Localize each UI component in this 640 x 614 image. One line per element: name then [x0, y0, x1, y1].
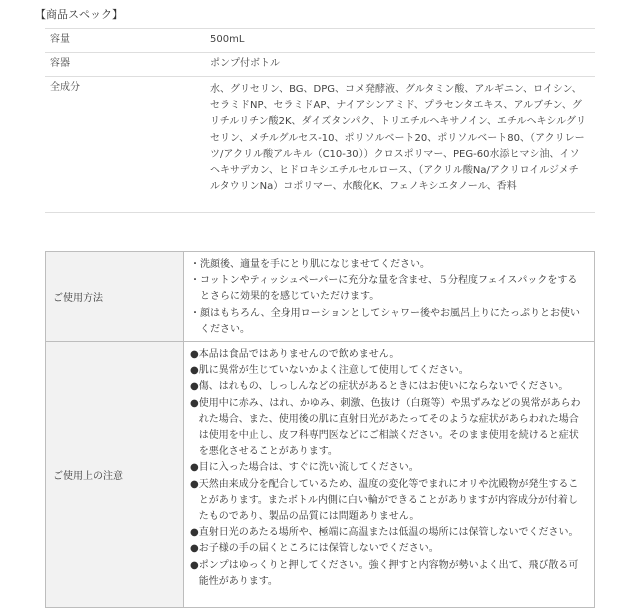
usage-method-label: ご使用方法 [46, 252, 184, 341]
caution-item-bullet: ● [190, 381, 199, 393]
method-item-bullet: ・ [190, 275, 200, 287]
caution-item-bullet: ● [190, 543, 199, 555]
caution-item-text: 使用中に赤み、はれ、かゆみ、刺激、色抜け（白斑等）や黒ずみなどの異常があらわれた場合、また、使用後の肌に直射日光があたってそのような症状があらわれた場合は使用を中止し、皮フ科専門医などにご相談ください。そのまま使用を続けると症状を悪化させることがあります。 [198, 397, 581, 458]
caution-item [190, 477, 586, 526]
usage-caution-label: ご使用上の注意 [46, 342, 184, 607]
usage-caution-body [184, 342, 594, 607]
caution-item [190, 525, 586, 541]
caution-item-text: 傷、はれもの、しっしんなどの症状があるときにはお使いにならないでください。 [198, 381, 569, 393]
caution-item-bullet: ● [190, 559, 199, 571]
method-item [190, 306, 586, 338]
caution-item-text: 天然由来成分を配合しているため、温度の変化等でまれにオリや沈殿物が発生することがあります。またボトル内側に白い輪ができることがありますが内容成分が付着したものであり、製品の品質には問題ありません。 [198, 478, 579, 523]
method-item [190, 257, 586, 273]
method-item-text: 顔はもちろん、全身用ローションとしてシャワー後やお風呂上りにたっぷりとお使いください。 [200, 307, 580, 335]
caution-item [190, 558, 586, 590]
spec-row-ingredients [45, 77, 595, 213]
method-item [190, 273, 586, 305]
usage-caution-row [46, 341, 594, 607]
caution-item-bullet: ● [190, 365, 199, 377]
spec-value: 500mL [210, 34, 245, 45]
caution-item-text: 本品は食品ではありませんので飲めません。 [198, 349, 400, 360]
spec-label: 全成分 [50, 82, 80, 93]
caution-item-text: お子様の手の届くところには保管しないでください。 [198, 543, 439, 555]
caution-item-bullet: ● [190, 527, 199, 539]
caution-item-text: 肌に異常が生じていないかよく注意して使用してください。 [198, 365, 469, 377]
caution-item-bullet: ● [190, 349, 199, 360]
spec-value: 水、グリセリン、BG、DPG、コメ発酵液、グルタミン酸、アルギニン、ロイシン、セラミドNP、セラミドAP、ナイアシンアミド、プラセンタエキス、アルブチン、グリチルリチン酸2K、ダイズタンパク、トリエチルヘキサノイン、エチルヘキシルグリセリン、メチルグルセス-10、ポリソルベート20、ポリソルベート80、（アクリレーツ/アクリル酸アルキル（C10-30））クロスポリマー、PEG-60水添ヒマシ油、イソヘキサデカン、ヒドロキシエチルセルロース、（アクリル酸Na/アクリロイルジメチルタウリンNa）コポリマー、水酸化K、フェノキシエタノール、香料 [210, 84, 586, 193]
method-item-bullet: ・ [190, 259, 200, 270]
spec-row-capacity [45, 29, 595, 53]
caution-item-bullet: ● [190, 397, 199, 409]
usage-method-body [184, 252, 594, 341]
caution-item [190, 541, 586, 557]
caution-item [190, 460, 586, 476]
spec-value: ポンプ付ボトル [210, 58, 280, 69]
spec-heading: 【商品スペック】 [35, 8, 123, 21]
usage-method-row [46, 252, 594, 341]
spec-table [45, 28, 595, 213]
caution-item-bullet: ● [190, 462, 199, 474]
method-item-text: コットンやティッシュペーパーに充分な量を含ませ、５分程度フェイスパックをするとさらに効果的を感じていただけます。 [200, 275, 578, 303]
spec-row-container [45, 53, 595, 77]
method-item-text: 洗顔後、適量を手にとり肌になじませてください。 [200, 259, 430, 270]
caution-item-text: ポンプはゆっくりと押してください。強く押すと内容物が勢いよく出て、飛び散る可能性があります。 [198, 559, 579, 587]
caution-item-text: 目に入った場合は、すぐに洗い流してください。 [198, 462, 419, 474]
caution-item [190, 396, 586, 461]
caution-item [190, 379, 586, 395]
caution-item [190, 363, 586, 379]
usage-table [45, 251, 595, 608]
caution-item-bullet: ● [190, 478, 199, 490]
caution-item-text: 直射日光のあたる場所や、極端に高温または低温の場所には保管しないでください。 [198, 527, 579, 539]
caution-item [190, 347, 586, 363]
method-item-bullet: ・ [190, 307, 200, 319]
spec-label: 容量 [50, 34, 70, 45]
spec-label: 容器 [50, 58, 70, 69]
